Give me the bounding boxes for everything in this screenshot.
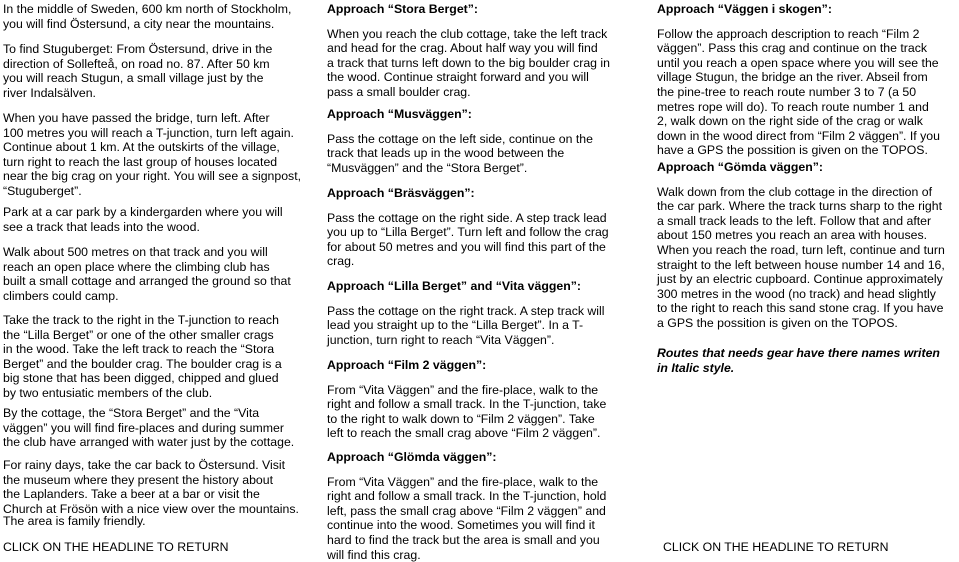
text-line: In the middle of Sweden, 600 km north of Stockholm,	[3, 2, 292, 16]
text-line: “Musväggen” and the “Stora Berget”.	[327, 160, 528, 175]
text-line: the car park. Where the track turns sharp to the right	[657, 199, 943, 214]
directions-paragraph	[3, 42, 272, 100]
text-line: the wood. Continue straight forward and you will	[327, 70, 589, 85]
section-glomda-vaggen	[327, 450, 606, 562]
text-line: Berget” and the boulder crag. The boulder crag is a	[3, 356, 282, 371]
text-line: 2, walk down on the right side of the crag or walk	[657, 114, 923, 129]
section-heading[interactable]: Approach “Stora Berget”:	[327, 2, 478, 16]
text-line: From “Vita Väggen” and the fire-place, walk to the	[327, 382, 599, 397]
text-line: by two entusiatic members of the club.	[3, 385, 213, 400]
section-stora-berget	[327, 2, 610, 100]
text-line: to the right to walk down to “Film 2 väggen”. Take	[327, 411, 595, 426]
text-line: in Italic style.	[657, 360, 735, 375]
text-line: Follow the approach description to reach “Film 2	[657, 26, 920, 41]
text-line: Pass the cottage on the right side. A step track lead	[327, 210, 607, 225]
text-line: left to reach the small crag above “Film 2 väggen”.	[327, 426, 601, 441]
text-line: Walk about 500 metres on that track and you will	[3, 245, 268, 259]
return-link[interactable]: CLICK ON THE HEADLINE TO RETURN	[3, 540, 229, 554]
gear-note	[657, 346, 940, 375]
text-line: you will reach Stugun, a small village just by the	[3, 71, 264, 86]
text-line: junction, turn right to reach “Vita Väggen”.	[327, 332, 555, 347]
text-line: Continue about 1 km. At the outskirts of the village,	[3, 140, 280, 155]
track-paragraph	[3, 313, 282, 401]
text-line: have a GPS the possition is given on the TOPOS.	[657, 143, 928, 158]
section-heading[interactable]: Approach “Film 2 väggen”:	[327, 358, 487, 372]
text-line: a track that turns left down to the big boulder crag in	[327, 55, 610, 70]
text-line: Take the track to the right in the T-junction to reach	[3, 313, 279, 327]
text-line: village Stugun, the bridge an the river. Abseil from	[657, 70, 928, 85]
text-line: until you reach a open space where you will see the	[657, 55, 939, 70]
section-heading[interactable]: Approach “Musväggen”:	[327, 107, 472, 121]
section-musvaggen	[327, 107, 593, 175]
text-line: When you have passed the bridge, turn left. After	[3, 111, 270, 125]
text-line: right and follow a small track. In the T-junction, take	[327, 397, 607, 412]
text-line: crag.	[327, 254, 355, 269]
text-line: väggen”. Pass this crag and continue on the track	[657, 41, 928, 56]
bridge-paragraph	[3, 111, 301, 199]
text-line: you up to “Lilla Berget”. Turn left and follow the crag	[327, 225, 609, 240]
text-line: will find this crag.	[327, 547, 421, 562]
text-line: to the right to reach this sand stone crag. If you have	[657, 301, 944, 316]
text-line: near the big crag on your right. You will see a signpost,	[3, 169, 302, 184]
text-line: To find Stuguberget: From Östersund, drive in the	[3, 42, 273, 56]
text-line: big stone that has been digged, chipped and glued	[3, 371, 279, 386]
text-line: and head for the crag. About half way you will find	[327, 41, 598, 56]
return-link[interactable]: CLICK ON THE HEADLINE TO RETURN	[663, 540, 889, 554]
text-line: Pass the cottage on the left side, continue on the	[327, 131, 593, 146]
text-line: hard to find the track but the area is small and you	[327, 532, 600, 547]
section-heading[interactable]: Approach “Bräsväggen”:	[327, 186, 475, 200]
park-paragraph	[3, 205, 283, 234]
text-line: Church at Frösön with a nice view over the mountains.	[3, 501, 299, 516]
text-line: the club have arranged with water just by the cottage.	[3, 435, 295, 450]
text-line: right and follow a small track. In the T-junction, hold	[327, 489, 607, 504]
text-line: When you reach the club cottage, take the left track	[327, 26, 608, 41]
text-line: Park at a car park by a kindergarden where you will	[3, 205, 283, 219]
text-line: “Stuguberget”.	[3, 183, 82, 198]
text-line: When you reach the road, turn left, continue and turn	[657, 242, 945, 257]
text-line: 100 metres you will reach a T-junction, turn left again.	[3, 125, 294, 140]
text-line: straight to the left between house number 14 and 16,	[657, 257, 945, 272]
text-line: climbers could camp.	[3, 288, 119, 303]
text-line: By the cottage, the “Stora Berget” and the “Vita	[3, 406, 260, 420]
text-line: track that leads up in the wood between the	[327, 146, 565, 161]
text-line: for about 50 metres and you will find this part of the	[327, 239, 606, 254]
text-line: the pine-tree to reach route number 3 to 7 (a 50	[657, 84, 917, 99]
text-line: down in the wood direct from “Film 2 väggen”. If you	[657, 128, 940, 143]
text-line: just by an electric cupboard. Continue approximately	[657, 272, 943, 287]
section-heading[interactable]: Approach “Glömda väggen”:	[327, 450, 497, 464]
text-line: the Laplanders. Take a beer at a bar or visit the	[3, 487, 260, 502]
text-line: reach an open place where the climbing club has	[3, 259, 270, 274]
walk-paragraph	[3, 245, 291, 303]
text-line: left, pass the small crag above “Film 2 väggen” and	[327, 503, 606, 518]
text-line: Pass the cottage on the right track. A step track will	[327, 303, 605, 318]
text-line: in the wood. Take the left track to reach the “Stora	[3, 342, 275, 357]
text-line: a small track leads to the left. Follow that and after	[657, 213, 932, 228]
section-lilla-berget-vita-vaggen	[327, 279, 605, 347]
section-heading[interactable]: Approach “Lilla Berget” and “Vita väggen”:	[327, 279, 581, 293]
text-line: The area is family friendly.	[3, 514, 146, 528]
text-line: 300 metres in the wood (no track) and head slightly	[657, 286, 936, 301]
text-line: väggen” you will find fire-places and during summer	[3, 420, 284, 435]
text-line: the museum where they present the history about	[3, 472, 273, 487]
family-paragraph	[3, 514, 146, 529]
section-film-2-vaggen	[327, 358, 606, 441]
rainy-paragraph	[3, 458, 299, 516]
text-line: lead you straight up to the “Lilla Berget”. In a T-	[327, 318, 584, 333]
text-line: metres rope will do). To reach route number 1 and	[657, 99, 929, 114]
cottage-paragraph	[3, 406, 294, 450]
section-heading[interactable]: Approach “Gömda väggen”:	[657, 160, 824, 174]
section-brasvaggen	[327, 186, 609, 269]
intro-paragraph	[3, 2, 291, 31]
text-line: see a track that leads into the wood.	[3, 219, 200, 234]
text-line: Routes that needs gear have there names writen	[657, 346, 940, 360]
text-line: direction of Sollefteå, on road no. 87. After 50 km	[3, 56, 270, 71]
text-line: From “Vita Väggen” and the fire-place, walk to the	[327, 474, 599, 489]
text-line: about 150 metres you reach an area with houses.	[657, 228, 928, 243]
section-gomda-vaggen	[657, 160, 945, 331]
text-line: a GPS the possition is given on the TOPOS.	[657, 315, 898, 330]
section-heading[interactable]: Approach “Väggen i skogen”:	[657, 2, 832, 16]
text-line: turn right to reach the last group of houses located	[3, 154, 278, 169]
text-line: Walk down from the club cottage in the direction of	[657, 184, 932, 199]
text-line: For rainy days, take the car back to Östersund. Visit	[3, 458, 286, 472]
text-line: the “Lilla Berget” or one of the other smaller crags	[3, 327, 274, 342]
text-line: continue into the wood. Sometimes you will find it	[327, 518, 595, 533]
section-vaggen-i-skogen	[657, 2, 940, 158]
text-line: river Indalsälven.	[3, 85, 96, 100]
text-line: built a small cottage and arranged the ground so that	[3, 274, 291, 289]
text-line: pass a small boulder crag.	[327, 84, 471, 99]
text-line: you will find Östersund, a city near the mountains.	[3, 16, 275, 31]
